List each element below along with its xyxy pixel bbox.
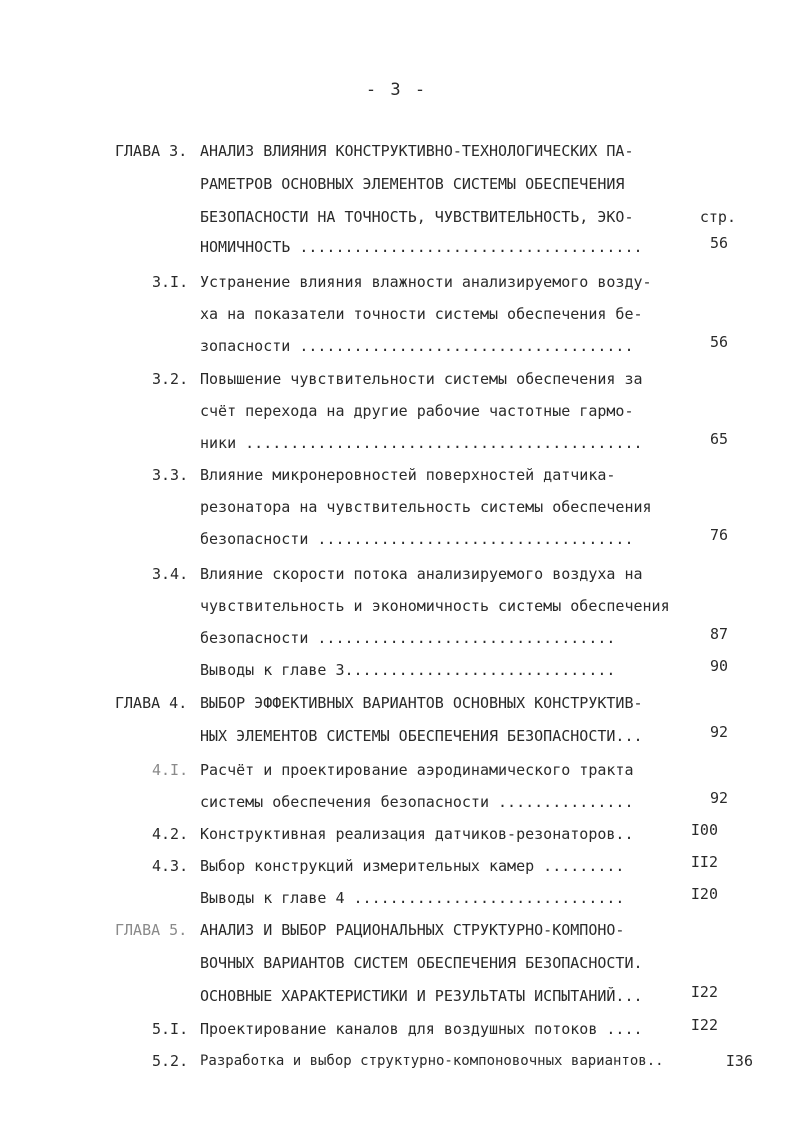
section-4-1-page: 92: [709, 789, 728, 807]
section-4-3-title: Выбор конструкций измерительных камер .........: [200, 857, 625, 875]
section-4-2-number: 4.2.: [152, 825, 189, 843]
chapter-3-label: ГЛАВА 3.: [115, 142, 188, 160]
section-3-3-title-line: Влияние микронеровностей поверхностей датчика-: [200, 466, 616, 484]
section-5-1-page: I22: [690, 1016, 718, 1034]
section-3-2-page: 65: [709, 430, 728, 448]
section-4-1-number: 4.I.: [152, 761, 189, 779]
chapter-4-page: 92: [709, 723, 728, 741]
section-3-1-title-line: Устранение влияния влажности анализируемого возду-: [200, 273, 652, 291]
chapter-3-title-line: АНАЛИЗ ВЛИЯНИЯ КОНСТРУКТИВНО-ТЕХНОЛОГИЧЕСКИХ ПА-: [200, 142, 634, 160]
chapter-4-conclusions-page: I20: [690, 885, 718, 903]
chapter-5-label: ГЛАВА 5.: [115, 921, 188, 939]
section-4-2-page: I00: [690, 821, 718, 839]
section-3-3-number: 3.3.: [152, 466, 189, 484]
section-3-4-title-line: чувствительность и экономичность системы обеспечения: [200, 597, 670, 615]
section-3-1-page: 56: [709, 333, 728, 351]
chapter-3-title-line: НОМИЧНОСТЬ ......................................: [200, 238, 643, 256]
chapter-3-conclusions-page: 90: [709, 657, 728, 675]
section-4-1-title-line: Расчёт и проектирование аэродинамического тракта: [200, 761, 634, 779]
chapter-3-title-line: БЕЗОПАСНОСТИ НА ТОЧНОСТЬ, ЧУВСТВИТЕЛЬНОСТЬ, ЭКО-: [200, 208, 634, 226]
chapter-3-page: 56: [709, 234, 728, 252]
section-5-2-page: I36: [725, 1052, 753, 1070]
section-3-4-title-line: безопасности .................................: [200, 629, 616, 647]
chapter-5-title-line: АНАЛИЗ И ВЫБОР РАЦИОНАЛЬНЫХ СТРУКТУРНО-КОМПОНО-: [200, 921, 625, 939]
section-3-2-title-line: счёт перехода на другие рабочие частотные гармо-: [200, 402, 634, 420]
chapter-5-title-line: ОСНОВНЫЕ ХАРАКТЕРИСТИКИ И РЕЗУЛЬТАТЫ ИСПЫТАНИЙ...: [200, 987, 643, 1005]
section-5-1-number: 5.I.: [152, 1020, 189, 1038]
section-3-4-page: 87: [709, 625, 728, 643]
page-number: - 3 -: [365, 80, 428, 100]
chapter-4-conclusions: Выводы к главе 4 ..............................: [200, 889, 625, 907]
section-5-2-number: 5.2.: [152, 1052, 189, 1070]
section-3-2-title-line: Повышение чувствительности системы обеспечения за: [200, 370, 643, 388]
chapter-4-title-line: НЫХ ЭЛЕМЕНТОВ СИСТЕМЫ ОБЕСПЕЧЕНИЯ БЕЗОПАСНОСТИ...: [200, 727, 643, 745]
section-4-2-title: Конструктивная реализация датчиков-резонаторов..: [200, 825, 634, 843]
section-3-1-title-line: ха на показатели точности системы обеспечения бе-: [200, 305, 643, 323]
section-3-1-number: 3.I.: [152, 273, 189, 291]
section-4-1-title-line: системы обеспечения безопасности ...............: [200, 793, 634, 811]
chapter-5-title-line: ВОЧНЫХ ВАРИАНТОВ СИСТЕМ ОБЕСПЕЧЕНИЯ БЕЗОПАСНОСТИ.: [200, 954, 643, 972]
section-3-2-title-line: ники ............................................: [200, 434, 643, 452]
section-3-3-title-line: резонатора на чувствительность системы обеспечения: [200, 498, 652, 516]
chapter-5-page: I22: [690, 983, 718, 1001]
section-4-3-number: 4.3.: [152, 857, 189, 875]
section-3-1-title-line: зопасности .....................................: [200, 337, 634, 355]
chapter-3-conclusions: Выводы к главе 3..............................: [200, 661, 616, 679]
section-5-2-title: Разработка и выбор структурно-компоновочных вариантов..: [200, 1053, 664, 1069]
section-3-3-page: 76: [709, 526, 728, 544]
section-3-4-title-line: Влияние скорости потока анализируемого воздуха на: [200, 565, 643, 583]
chapter-3-title-line: РАМЕТРОВ ОСНОВНЫХ ЭЛЕМЕНТОВ СИСТЕМЫ ОБЕСПЕЧЕНИЯ: [200, 175, 625, 193]
section-3-3-title-line: безопасности ...................................: [200, 530, 634, 548]
section-3-2-number: 3.2.: [152, 370, 189, 388]
section-4-3-page: II2: [690, 853, 718, 871]
section-3-4-number: 3.4.: [152, 565, 189, 583]
chapter-4-label: ГЛАВА 4.: [115, 694, 188, 712]
section-5-1-title: Проектирование каналов для воздушных потоков ....: [200, 1020, 643, 1038]
chapter-4-title-line: ВЫБОР ЭФФЕКТИВНЫХ ВАРИАНТОВ ОСНОВНЫХ КОНСТРУКТИВ-: [200, 694, 643, 712]
page-column-label: стр.: [699, 208, 736, 226]
